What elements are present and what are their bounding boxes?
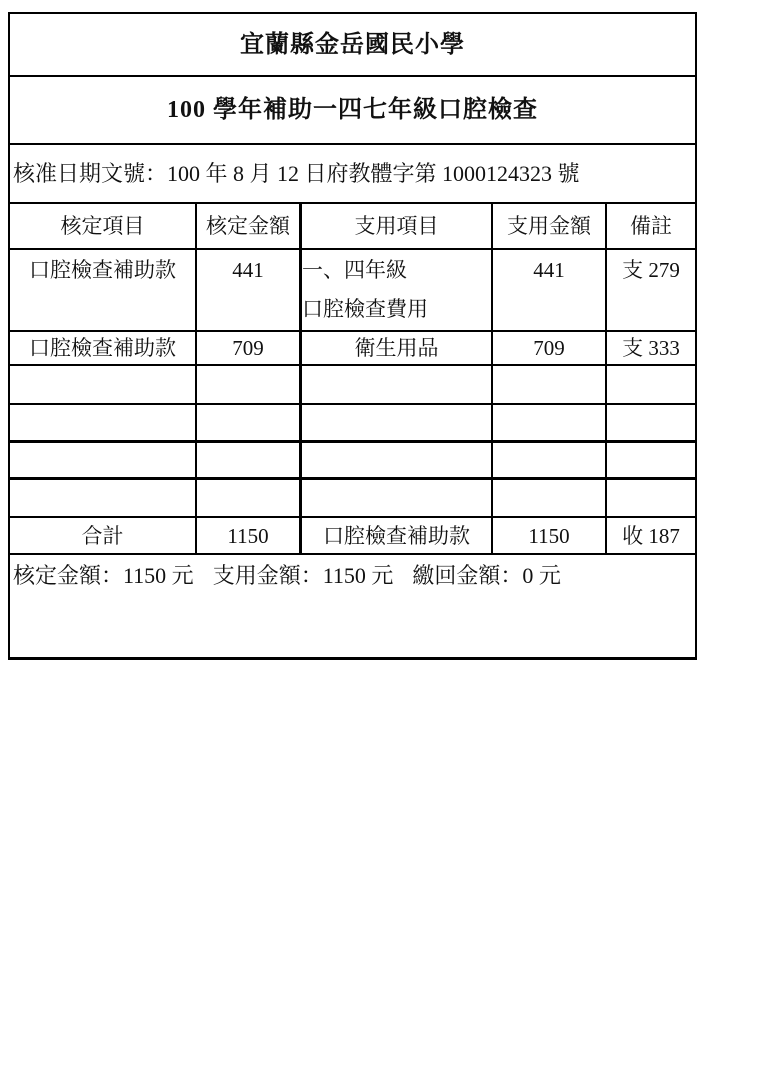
empty-row-cell (10, 403, 197, 440)
row1-approved-item: 口腔檢查補助款 (10, 248, 197, 330)
empty-row-cell (302, 364, 493, 403)
empty-row-cell (493, 440, 607, 477)
empty-row-cell (302, 477, 493, 516)
empty-row-cell (607, 477, 695, 516)
school-name: 宜蘭縣金岳國民小學 (240, 31, 465, 58)
report-title: 100 學年補助一四七年級口腔檢查 (10, 75, 695, 143)
empty-row-cell (607, 440, 695, 477)
summary-spent: 支用金額：1150 元 (212, 563, 394, 588)
total-expense-item: 口腔檢查補助款 (302, 516, 493, 553)
header-approved-item: 核定項目 (10, 202, 197, 248)
header-expense-amount: 支用金額 (493, 202, 607, 248)
empty-row-cell (493, 403, 607, 440)
header-approved-amount: 核定金額 (197, 202, 302, 248)
approval-line: 核准日期文號：100 年 8 月 12 日府教體字第 1000124323 號 (10, 143, 695, 202)
summary-returned: 繳回金額：0 元 (412, 563, 561, 588)
row1-expense-item (302, 248, 493, 330)
empty-row-cell (10, 440, 197, 477)
total-label: 合計 (10, 516, 197, 553)
empty-row-cell (10, 477, 197, 516)
header-expense-item: 支用項目 (302, 202, 493, 248)
row2-expense-amount: 709 (493, 330, 607, 364)
empty-row-cell (197, 477, 302, 516)
row2-expense-item: 衛生用品 (302, 330, 493, 364)
empty-row-cell (197, 403, 302, 440)
row1-expense-item-line1: 一、四年級 (302, 258, 407, 282)
row1-expense-amount: 441 (493, 248, 607, 330)
row2-approved-amount: 709 (197, 330, 302, 364)
row2-note: 支 333 (607, 330, 695, 364)
empty-row-cell (302, 440, 493, 477)
header-note: 備註 (607, 202, 695, 248)
summary-approved: 核定金額：1150 元 (13, 563, 194, 588)
total-note: 收 187 (607, 516, 695, 553)
total-expense-amount: 1150 (493, 516, 607, 553)
empty-row-cell (493, 477, 607, 516)
row1-expense-item-line2: 口腔檢查費用 (302, 297, 428, 321)
summary-line (10, 553, 695, 657)
empty-row-cell (10, 364, 197, 403)
row1-approved-amount: 441 (197, 248, 302, 330)
total-approved-amount: 1150 (197, 516, 302, 553)
empty-row-cell (197, 440, 302, 477)
empty-row-cell (197, 364, 302, 403)
empty-row-cell (493, 364, 607, 403)
document-table (8, 12, 697, 660)
empty-row-cell (607, 364, 695, 403)
empty-row-cell (607, 403, 695, 440)
empty-row-cell (302, 403, 493, 440)
row1-note: 支 279 (607, 248, 695, 330)
row2-approved-item: 口腔檢查補助款 (10, 330, 197, 364)
